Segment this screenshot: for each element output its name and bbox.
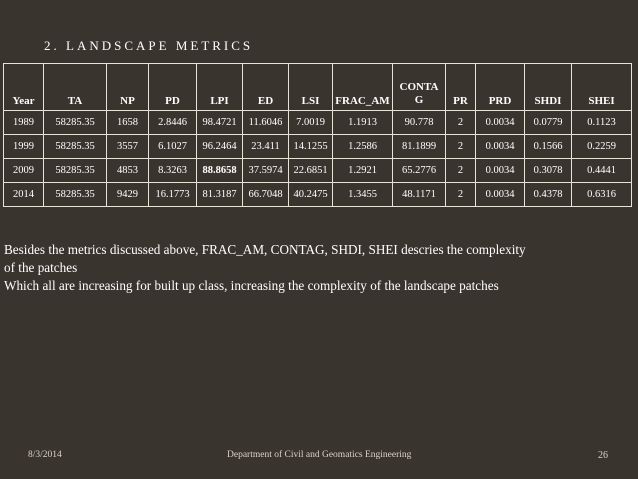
cell-pr: 2 bbox=[446, 159, 476, 183]
cell-np: 4853 bbox=[107, 159, 149, 183]
header-pd: PD bbox=[149, 64, 197, 111]
cell-np: 3557 bbox=[107, 135, 149, 159]
cell-ed: 66.7048 bbox=[243, 183, 289, 207]
cell-pd: 8.3263 bbox=[149, 159, 197, 183]
cell-lsi: 22.6851 bbox=[289, 159, 333, 183]
cell-pr: 2 bbox=[446, 183, 476, 207]
cell-shdi: 0.0779 bbox=[525, 111, 572, 135]
header-lsi: LSI bbox=[289, 64, 333, 111]
table-header-row bbox=[4, 64, 632, 111]
slide-title: 2. LANDSCAPE METRICS bbox=[44, 38, 254, 53]
cell-shdi: 0.1566 bbox=[525, 135, 572, 159]
note-line-1: Besides the metrics discussed above, FRAC_AM, CONTAG, SHDI, SHEI descries the complexity bbox=[4, 242, 526, 257]
cell-np: 9429 bbox=[107, 183, 149, 207]
cell-lsi: 40.2475 bbox=[289, 183, 333, 207]
header-np: NP bbox=[107, 64, 149, 111]
header-contag-line2: G bbox=[414, 94, 424, 106]
cell-ta: 58285.35 bbox=[44, 183, 107, 207]
cell-ta: 58285.35 bbox=[44, 159, 107, 183]
landscape-metrics-table bbox=[3, 63, 632, 207]
cell-frac-am: 1.2586 bbox=[333, 135, 393, 159]
table-row bbox=[4, 159, 632, 183]
header-ed: ED bbox=[243, 64, 289, 111]
header-frac-am: FRAC_AM bbox=[333, 64, 393, 111]
cell-prd: 0.0034 bbox=[476, 135, 525, 159]
header-lpi: LPI bbox=[197, 64, 243, 111]
header-year: Year bbox=[4, 64, 44, 111]
cell-shdi: 0.3078 bbox=[525, 159, 572, 183]
note-line-3: Which all are increasing for built up class, increasing the complexity of the landscape patches bbox=[4, 278, 499, 293]
cell-contag: 65.2776 bbox=[393, 159, 446, 183]
cell-lpi: 88.8658 bbox=[197, 159, 243, 183]
cell-pr: 2 bbox=[446, 135, 476, 159]
table-row bbox=[4, 111, 632, 135]
cell-lsi: 14.1255 bbox=[289, 135, 333, 159]
cell-pd: 6.1027 bbox=[149, 135, 197, 159]
cell-shei: 0.6316 bbox=[572, 183, 632, 207]
footer-page-number: 26 bbox=[598, 450, 608, 461]
header-contag bbox=[393, 64, 446, 111]
cell-lpi: 81.3187 bbox=[197, 183, 243, 207]
cell-contag: 90.778 bbox=[393, 111, 446, 135]
cell-ed: 23.411 bbox=[243, 135, 289, 159]
cell-lpi: 98.4721 bbox=[197, 111, 243, 135]
table-row bbox=[4, 183, 632, 207]
footer-date: 8/3/2014 bbox=[28, 450, 62, 460]
cell-contag: 81.1899 bbox=[393, 135, 446, 159]
header-ta: TA bbox=[44, 64, 107, 111]
cell-prd: 0.0034 bbox=[476, 159, 525, 183]
cell-prd: 0.0034 bbox=[476, 111, 525, 135]
slide-note bbox=[4, 241, 634, 295]
cell-frac-am: 1.1913 bbox=[333, 111, 393, 135]
header-contag-line1: CONTA bbox=[399, 81, 439, 93]
cell-frac-am: 1.3455 bbox=[333, 183, 393, 207]
cell-shdi: 0.4378 bbox=[525, 183, 572, 207]
header-shei: SHEI bbox=[572, 64, 632, 111]
cell-shei: 0.4441 bbox=[572, 159, 632, 183]
cell-year: 2014 bbox=[4, 183, 44, 207]
cell-prd: 0.0034 bbox=[476, 183, 525, 207]
cell-pd: 16.1773 bbox=[149, 183, 197, 207]
cell-contag: 48.1171 bbox=[393, 183, 446, 207]
cell-ta: 58285.35 bbox=[44, 135, 107, 159]
cell-frac-am: 1.2921 bbox=[333, 159, 393, 183]
cell-year: 1989 bbox=[4, 111, 44, 135]
cell-lpi: 96.2464 bbox=[197, 135, 243, 159]
cell-ed: 11.6046 bbox=[243, 111, 289, 135]
header-prd: PRD bbox=[476, 64, 525, 111]
cell-pr: 2 bbox=[446, 111, 476, 135]
header-pr: PR bbox=[446, 64, 476, 111]
cell-year: 2009 bbox=[4, 159, 44, 183]
cell-shei: 0.1123 bbox=[572, 111, 632, 135]
note-line-2: of the patches bbox=[4, 260, 78, 275]
cell-ta: 58285.35 bbox=[44, 111, 107, 135]
cell-lsi: 7.0019 bbox=[289, 111, 333, 135]
cell-np: 1658 bbox=[107, 111, 149, 135]
footer-department: Department of Civil and Geomatics Engineering bbox=[227, 450, 412, 460]
cell-pd: 2.8446 bbox=[149, 111, 197, 135]
cell-shei: 0.2259 bbox=[572, 135, 632, 159]
cell-year: 1999 bbox=[4, 135, 44, 159]
header-shdi: SHDI bbox=[525, 64, 572, 111]
table-row bbox=[4, 135, 632, 159]
cell-ed: 37.5974 bbox=[243, 159, 289, 183]
